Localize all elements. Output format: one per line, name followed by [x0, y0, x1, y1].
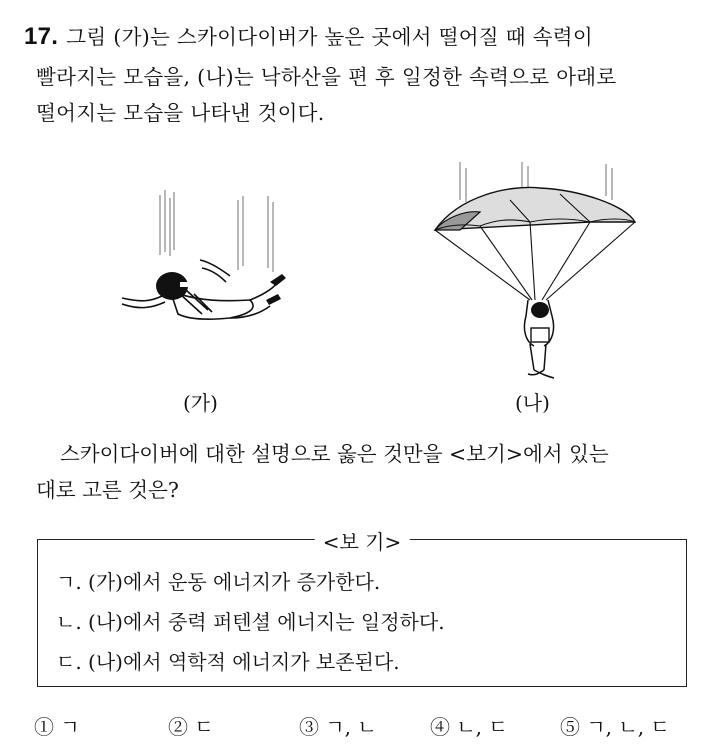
- choice-1-text: ㄱ: [60, 715, 80, 739]
- choice-3-text: ㄱ, ㄴ: [325, 715, 377, 739]
- question-line-3: 떨어지는 모습을 나타낸 것이다.: [36, 101, 325, 125]
- choice-2-mark: ②: [168, 715, 188, 739]
- caption-ga: (가): [183, 391, 218, 415]
- choice-1-mark: ①: [34, 715, 54, 739]
- choice-2-text: ㄷ: [194, 715, 214, 739]
- choice-5[interactable]: [560, 711, 670, 740]
- prompt-line-2: 대로 고른 것은?: [36, 478, 179, 502]
- caption-na: (나): [515, 391, 550, 415]
- choice-2[interactable]: [168, 711, 214, 740]
- choice-4[interactable]: [430, 711, 508, 740]
- choice-3[interactable]: [299, 711, 377, 740]
- parachute-figure: [430, 160, 650, 385]
- skydiver-freefall-figure: [110, 190, 300, 350]
- speed-lines: [160, 190, 273, 272]
- prompt-line-1: 스카이다이버에 대한 설명으로 옳은 것만을 <보기>에서 있는: [60, 442, 609, 466]
- choice-1[interactable]: [34, 711, 80, 740]
- question-text-1: 그림 (가)는 스카이다이버가 높은 곳에서 떨어질 때 속력이: [66, 25, 593, 49]
- statement-giyeok: ㄱ. (가)에서 운동 에너지가 증가한다.: [56, 570, 381, 594]
- bogi-box: [37, 530, 687, 687]
- bogi-title: <보 기>: [315, 526, 410, 555]
- choice-3-mark: ③: [299, 715, 319, 739]
- question-line-1: [24, 20, 593, 51]
- choice-4-text: ㄴ, ㄷ: [456, 715, 508, 739]
- choice-5-mark: ⑤: [560, 715, 580, 739]
- question-number: 17.: [24, 23, 59, 50]
- choice-5-text: ㄱ, ㄴ, ㄷ: [586, 715, 670, 739]
- choice-4-mark: ④: [430, 715, 450, 739]
- statement-nieun: ㄴ. (나)에서 중력 퍼텐셜 에너지는 일정하다.: [56, 610, 445, 634]
- statement-digeut: ㄷ. (나)에서 역학적 에너지가 보존된다.: [56, 650, 400, 674]
- question-line-2: 빨라지는 모습을, (나)는 낙하산을 편 후 일정한 속력으로 아래로: [36, 65, 617, 89]
